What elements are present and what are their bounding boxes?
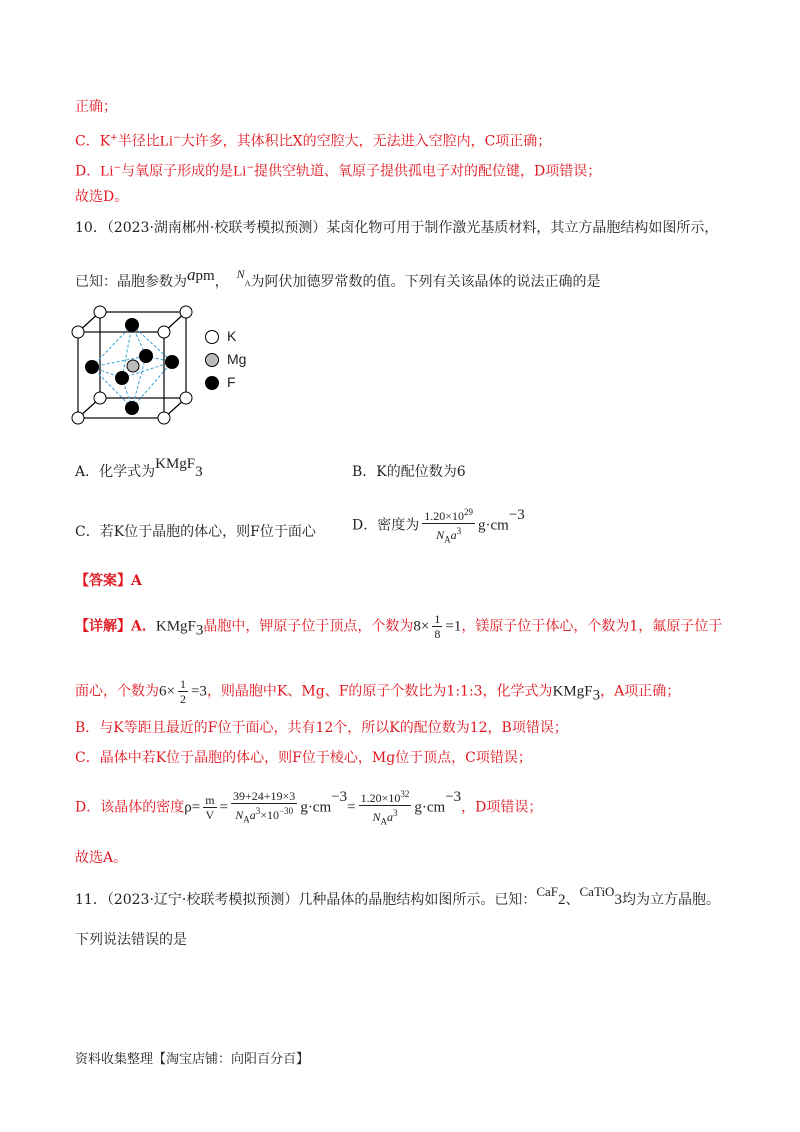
explanation-line-1	[75, 612, 722, 641]
explanation-line-2	[75, 677, 680, 706]
text-seg: A	[243, 814, 250, 825]
text-seg: g·cm	[478, 517, 509, 534]
text-seg: a	[249, 808, 256, 822]
text-seg: 3	[592, 687, 601, 704]
text-seg: −3	[331, 789, 348, 805]
text-seg: 1	[179, 677, 186, 691]
text-seg: N	[236, 267, 245, 281]
legend-mg	[205, 351, 246, 367]
f-legend-icon	[205, 376, 219, 390]
fraction-1-2	[178, 677, 188, 706]
line-choose-d: 故选D。	[75, 189, 129, 205]
text-seg: −	[173, 133, 181, 143]
text-seg: −	[246, 163, 255, 173]
explanation-line-6: 故选A。	[75, 850, 128, 866]
legend-f	[205, 374, 236, 390]
fraction-1-8	[432, 612, 442, 641]
text-seg: m	[205, 793, 215, 808]
text-seg: 39+24+19×3	[233, 789, 296, 803]
text-seg: 与氧原子形成的是	[121, 163, 234, 180]
option-a	[75, 456, 203, 486]
text-seg: N	[235, 808, 244, 822]
crystal-cell-diagram	[70, 300, 200, 435]
text-seg: D．密度为	[352, 517, 420, 534]
q11-prompt: 下列说法错误的是	[75, 932, 187, 948]
explanation-line-3: B．与K等距且最近的F位于面心，共有12个，所以K的配位数为12，B项错误；	[75, 720, 568, 736]
option-d	[352, 505, 525, 546]
text-seg: Li	[159, 133, 174, 150]
text-seg: 为阿伏加德罗常数的值。下列有关该晶体的说法正确的是	[250, 274, 601, 290]
option-c: C．若K位于晶胞的体心，则F位于面心	[75, 524, 316, 540]
text-seg: 、	[565, 892, 580, 908]
text-seg: 已知：晶胞参数为	[75, 274, 187, 290]
text-seg: a	[187, 265, 196, 284]
q10-known	[75, 265, 601, 298]
text-seg: 晶胞中，钾原子位于顶点，个数为	[203, 618, 414, 635]
mg-atom	[127, 360, 139, 372]
text-seg: 3	[456, 526, 462, 536]
text-seg: N	[372, 810, 381, 824]
text-seg: −	[113, 163, 122, 173]
text-seg: ，则晶胞中K、Mg、F的原子个数比为1:1:3，化学式为	[206, 683, 553, 700]
line-option-d	[75, 158, 601, 182]
text-seg: 6×	[159, 683, 175, 700]
text-seg: 32	[400, 789, 410, 799]
text-seg: CaTiO	[579, 884, 615, 899]
text-seg: ，D项错误；	[461, 799, 543, 816]
q10-stem: 10．（2023·湖南郴州·校联考模拟预测）某卤化物可用于制作激光基质材料，其立方晶胞结构如图所示，	[75, 220, 719, 236]
text-seg: =	[219, 799, 228, 816]
fraction-m-v	[203, 793, 216, 822]
text-seg: g·cm	[414, 799, 446, 816]
text-seg: CaF	[536, 884, 559, 899]
text-seg: N	[436, 528, 445, 542]
text-seg: 1	[434, 612, 441, 626]
text-seg: 8×	[413, 618, 430, 635]
text-seg: KMgF	[155, 618, 196, 635]
text-seg: Li	[100, 163, 114, 180]
text-seg: 均为立方晶胞。	[621, 892, 720, 908]
text-seg: 【详解】A．	[75, 618, 156, 635]
text-seg: 提供空轨道、氧原子提供孤电子对的配位键，D项错误；	[254, 163, 602, 180]
text-seg: 半径比	[117, 133, 160, 150]
text-seg: 3	[392, 808, 398, 818]
option-b: B．K的配位数为6	[352, 464, 466, 480]
text-seg: pm	[195, 268, 215, 284]
text-seg: V	[205, 808, 215, 823]
text-seg: 3	[255, 806, 261, 816]
text-seg: A．化学式为	[75, 464, 156, 480]
text-seg: −3	[445, 789, 462, 805]
text-seg: C．K	[75, 133, 111, 150]
text-seg: =3	[190, 683, 207, 700]
text-seg: a	[386, 810, 393, 824]
text-seg: D．该晶体的密度	[75, 799, 185, 816]
density-fraction	[422, 505, 475, 546]
text-seg: 3	[195, 463, 203, 480]
explanation-line-4: C．晶体中若K位于晶胞的体心，则F位于棱心，Mg位于顶点，C项错误；	[75, 750, 532, 766]
text-seg: 2	[179, 692, 186, 706]
text-seg: 大许多，其体积比X的空腔大，无法进入空腔内，C项正确；	[180, 133, 552, 150]
text-seg: A	[444, 534, 451, 545]
fraction-density-result	[359, 787, 412, 828]
text-seg: g·cm	[300, 799, 332, 816]
text-seg: −30	[279, 806, 294, 816]
text-seg: KMgF	[155, 456, 196, 472]
fraction-mass-volume	[231, 789, 297, 826]
text-seg: ，A项正确；	[600, 683, 681, 700]
answer-label: 【答案】A	[75, 573, 142, 589]
legend-k	[205, 328, 236, 344]
text-seg: a	[450, 528, 457, 542]
mg-legend-icon	[205, 353, 219, 367]
text-seg: 8	[434, 627, 441, 641]
text-seg: A	[244, 278, 251, 288]
text-seg: ，	[214, 274, 229, 290]
q11-stem	[75, 884, 720, 914]
text-seg: Li	[233, 163, 247, 180]
text-seg: ×10	[260, 808, 280, 822]
text-seg: −3	[508, 507, 525, 523]
text-seg: =	[347, 799, 356, 816]
line-option-c	[75, 128, 551, 152]
text-seg: 11．（2023·辽宁·校联考模拟预测）几种晶体的晶胞结构如图所示。已知：	[75, 892, 537, 908]
legend-label: Mg	[227, 351, 247, 367]
explanation-line-5	[75, 787, 542, 828]
text-seg: 1.20×10	[424, 509, 465, 523]
text-seg: A	[380, 816, 387, 827]
text-seg: 面心，个数为	[75, 683, 159, 700]
text-seg: ，镁原子位于体心，个数为1，氟原子位于	[461, 618, 723, 635]
text-seg: KMgF	[552, 683, 593, 700]
text-seg: D．	[75, 163, 101, 180]
footer-note: 资料收集整理【淘宝店铺：向阳百分百】	[75, 1052, 310, 1067]
text-seg: 29	[464, 507, 474, 517]
text-seg: 1.20×10	[360, 791, 401, 805]
line-correct: 正确；	[75, 99, 117, 115]
legend-label: F	[227, 374, 236, 390]
text-seg: 3	[195, 622, 204, 639]
text-seg: 3	[614, 891, 622, 908]
text-seg: 2	[558, 891, 566, 908]
k-legend-icon	[205, 330, 219, 344]
legend-label: K	[227, 328, 237, 344]
text-seg: =1	[445, 618, 462, 635]
text-seg: +	[110, 133, 118, 143]
text-seg: ρ=	[184, 799, 201, 816]
